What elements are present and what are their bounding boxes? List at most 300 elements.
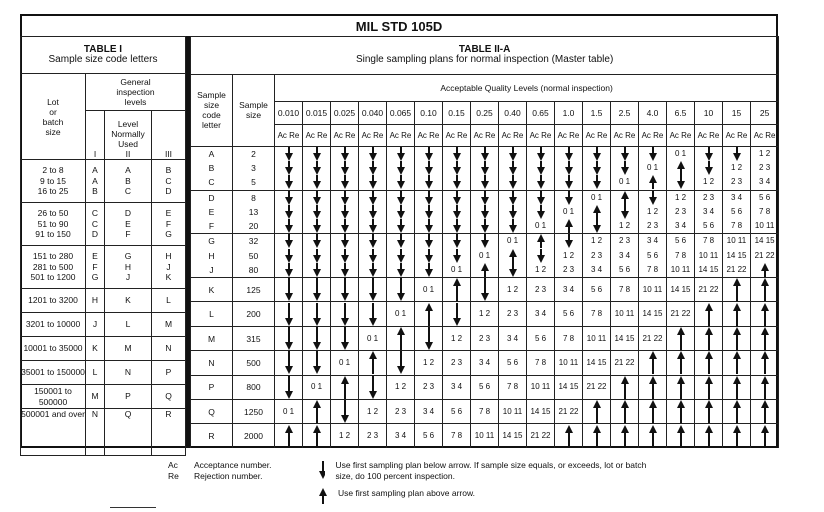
t1-value: P: [125, 391, 131, 402]
plan-cell: 3 4: [415, 400, 443, 424]
t2-title: [191, 37, 779, 75]
plan-cell: 5 6: [527, 326, 555, 350]
arrow-down-icon: [443, 249, 471, 263]
t2-row: [191, 175, 779, 190]
t1-row: [21, 289, 186, 313]
arrow-down-icon: [303, 190, 331, 205]
plan-cell: 10 11: [723, 234, 751, 249]
general-header: General inspection levels: [86, 74, 186, 111]
arrow-down-icon: [639, 190, 667, 205]
legend-abbreviations: [168, 460, 272, 482]
footer-rule: [110, 507, 156, 508]
arrow-down-icon: [331, 278, 359, 302]
arrow-down-icon: [471, 234, 499, 249]
plan-cell: 14 15: [583, 351, 611, 375]
arrow-up-icon: [318, 488, 328, 504]
ac-re-label: Ac Re: [275, 125, 303, 146]
arrow-down-icon: [359, 190, 387, 205]
t1-value: G: [91, 272, 99, 283]
plan-cell: 2 3: [527, 278, 555, 302]
plan-cell: 1 2: [695, 175, 723, 190]
t2-row: [191, 424, 779, 448]
arrow-down-icon: [387, 263, 415, 278]
aql-value: 15: [723, 102, 751, 125]
plan-cell: 2 3: [751, 161, 779, 175]
arrow-down-icon: [359, 205, 387, 219]
arrow-down-icon: [387, 278, 415, 302]
arrow-up-icon: [723, 326, 751, 350]
t1-cell-ii: [105, 289, 152, 313]
arrow-up-icon: [471, 263, 499, 278]
t1-value: M: [124, 343, 132, 354]
t2-row: [191, 302, 779, 326]
t1-cell-ii: [105, 409, 152, 456]
plan-cell: 2 3: [499, 302, 527, 326]
t1-subtitle: Sample size code letters: [48, 54, 158, 65]
plan-cell: 5 6: [611, 263, 639, 278]
arrow-down-icon: [303, 302, 331, 326]
arrow-down-icon: [275, 234, 303, 249]
t1-cell-iii: [152, 337, 186, 361]
t1-row: [21, 246, 186, 289]
plan-cell: 3 4: [611, 249, 639, 263]
sample-size: 500: [233, 351, 275, 375]
arrow-down-icon: [331, 219, 359, 234]
arrow-down-icon: [275, 190, 303, 205]
t1-cell-i: [86, 289, 105, 313]
arrow-down-icon: [415, 219, 443, 234]
arrow-up-icon: [751, 278, 779, 302]
arrow-up-icon: [611, 190, 639, 205]
arrow-up-icon: [387, 326, 415, 350]
plan-cell: 1 2: [639, 205, 667, 219]
arrow-down-icon: [415, 205, 443, 219]
arrow-down-icon: [387, 351, 415, 375]
plan-cell: 0 1: [527, 219, 555, 234]
plan-cell: 2 3: [443, 351, 471, 375]
arrow-up-icon: [583, 424, 611, 448]
aql-value: 0.010: [275, 102, 303, 125]
t2-row: [191, 263, 779, 278]
arrow-up-icon: [695, 375, 723, 399]
sample-size: 125: [233, 278, 275, 302]
aql-value: 10: [695, 102, 723, 125]
plan-cell: 2 3: [695, 190, 723, 205]
plan-cell: 1 2: [443, 326, 471, 350]
level-ii-header: Level Normally Used II: [105, 111, 152, 160]
ac-re-label: Ac Re: [527, 125, 555, 146]
t1-value: J: [166, 261, 171, 272]
arrow-down-icon: [527, 175, 555, 190]
t2-row: [191, 190, 779, 205]
arrow-down-icon: [499, 146, 527, 161]
plan-cell: 5 6: [639, 249, 667, 263]
arrow-down-icon: [471, 190, 499, 205]
plan-cell: 1 2: [415, 351, 443, 375]
arrow-down-icon: [611, 205, 639, 219]
arrow-up-icon: [639, 400, 667, 424]
arrow-down-icon: [415, 326, 443, 350]
t1-cell-lot: [21, 246, 86, 289]
plan-cell: 10 11: [695, 249, 723, 263]
code-letter: J: [191, 263, 233, 278]
t1-value: 1201 to 3200: [28, 295, 78, 306]
plan-cell: 2 3: [583, 249, 611, 263]
arrow-down-icon: [499, 175, 527, 190]
sample-size: 315: [233, 326, 275, 350]
t1-cell-i: [86, 203, 105, 246]
aql-value: 0.40: [499, 102, 527, 125]
arrow-up-icon: [303, 424, 331, 448]
aql-value: 25: [751, 102, 779, 125]
arrow-down-icon: [583, 219, 611, 234]
arrow-down-icon: [527, 249, 555, 263]
plan-cell: 5 6: [555, 302, 583, 326]
arrow-down-icon: [583, 146, 611, 161]
t1-value: 51 to 90: [37, 218, 69, 229]
arrow-down-icon: [359, 234, 387, 249]
arrow-up-icon: [695, 424, 723, 448]
plan-cell: 0 1: [443, 263, 471, 278]
t1-cell-lot: [21, 337, 86, 361]
plan-cell: 0 1: [275, 400, 303, 424]
arrow-up-icon: [751, 400, 779, 424]
sample-size: 50: [233, 249, 275, 263]
arrow-down-icon: [275, 278, 303, 302]
t1-cell-i: [86, 313, 105, 337]
code-letter: D: [191, 190, 233, 205]
plan-cell: 7 8: [443, 424, 471, 448]
plan-cell: 0 1: [415, 278, 443, 302]
ac-re-label: Ac Re: [751, 125, 779, 146]
t1-value: C: [91, 218, 99, 229]
plan-cell: 2 3: [611, 234, 639, 249]
arrow-up-icon: [583, 400, 611, 424]
t1-value: D: [165, 186, 172, 197]
arrow-down-icon: [275, 302, 303, 326]
arrow-up-icon: [667, 351, 695, 375]
arrow-down-icon: [527, 146, 555, 161]
plan-cell: 3 4: [387, 424, 415, 448]
arrow-down-icon: [639, 146, 667, 161]
arrow-down-icon: [331, 190, 359, 205]
arrow-down-icon: [387, 190, 415, 205]
plan-cell: 10 11: [611, 302, 639, 326]
sample-size: 32: [233, 234, 275, 249]
aql-value: 4.0: [639, 102, 667, 125]
plan-cell: 14 15: [555, 375, 583, 399]
arrow-down-icon: [555, 161, 583, 175]
t1-cell-ii: [105, 337, 152, 361]
plan-cell: 21 22: [751, 249, 779, 263]
t1-value: 9 to 15: [40, 175, 66, 186]
plan-cell: 0 1: [499, 234, 527, 249]
arrow-down-icon: [359, 375, 387, 399]
ac-re-label: Ac Re: [723, 125, 751, 146]
code-letter: P: [191, 375, 233, 399]
plan-cell: 14 15: [723, 249, 751, 263]
legend-ac-text: Acceptance number.: [194, 460, 272, 470]
t1-value: M: [164, 319, 173, 330]
legend-re-text: Rejection number.: [194, 471, 263, 481]
arrow-up-icon: [667, 161, 695, 175]
arrow-down-icon: [471, 205, 499, 219]
legend-ac-abbr: Ac: [168, 460, 178, 470]
plan-cell: 0 1: [303, 375, 331, 399]
ac-re-label: Ac Re: [303, 125, 331, 146]
t1-value: H: [165, 251, 172, 262]
arrow-up-icon: [751, 326, 779, 350]
arrow-up-icon: [275, 424, 303, 448]
arrow-down-icon: [443, 302, 471, 326]
plan-cell: 14 15: [695, 263, 723, 278]
code-letter: A: [191, 146, 233, 161]
arrow-down-icon: [275, 175, 303, 190]
arrow-down-icon: [527, 205, 555, 219]
arrow-down-icon: [583, 161, 611, 175]
plan-cell: 5 6: [751, 190, 779, 205]
arrow-up-icon: [723, 302, 751, 326]
code-letter: Q: [191, 400, 233, 424]
arrow-down-icon: [303, 234, 331, 249]
t1-value: F: [165, 218, 172, 229]
t1-value: E: [165, 208, 172, 219]
aql-value: 1.0: [555, 102, 583, 125]
plan-cell: 21 22: [639, 326, 667, 350]
plan-cell: 1 2: [527, 263, 555, 278]
t1-value: B: [125, 175, 131, 186]
arrow-down-icon: [555, 190, 583, 205]
arrow-up-icon: [723, 278, 751, 302]
t1-cell-iii: [152, 289, 186, 313]
arrow-down-icon: [443, 175, 471, 190]
arrow-up-icon: [639, 351, 667, 375]
plan-cell: 2 3: [415, 375, 443, 399]
arrow-down-icon: [275, 219, 303, 234]
arrow-down-icon: [331, 326, 359, 350]
t1-value: 2 to 8: [42, 165, 64, 176]
ac-re-label: Ac Re: [611, 125, 639, 146]
ac-re-label: Ac Re: [555, 125, 583, 146]
plan-cell: 10 11: [471, 424, 499, 448]
t1-value: G: [124, 251, 132, 262]
arrow-down-icon: [387, 161, 415, 175]
t2-row: [191, 278, 779, 302]
plan-cell: 2 3: [359, 424, 387, 448]
arrow-down-icon: [359, 219, 387, 234]
t1-cell-ii: [105, 203, 152, 246]
t1-cell-ii: [105, 246, 152, 289]
plan-cell: 5 6: [443, 400, 471, 424]
arrow-down-icon: [499, 263, 527, 278]
arrow-up-icon: [695, 351, 723, 375]
t2-row: [191, 326, 779, 350]
t1-cell-iii: [152, 361, 186, 385]
plan-cell: 1 2: [667, 190, 695, 205]
plan-cell: 2 3: [555, 263, 583, 278]
plan-cell: 21 22: [667, 302, 695, 326]
arrow-up-icon: [611, 400, 639, 424]
plan-cell: 1 2: [723, 161, 751, 175]
arrow-down-icon: [471, 146, 499, 161]
arrow-up-icon: [359, 351, 387, 375]
plan-cell: 5 6: [471, 375, 499, 399]
arrow-down-icon: [303, 146, 331, 161]
plan-cell: 1 2: [359, 400, 387, 424]
legend-up-text: Use first sampling plan above arrow.: [338, 488, 476, 498]
t1-row: [21, 160, 186, 203]
plan-cell: 3 4: [583, 263, 611, 278]
arrow-down-icon: [443, 205, 471, 219]
t1-value: N: [165, 343, 172, 354]
arrow-down-icon: [415, 161, 443, 175]
arrow-up-icon: [751, 302, 779, 326]
t1-row: [21, 385, 186, 409]
code-letter-header: Sample size code letter: [191, 74, 233, 146]
code-letter: N: [191, 351, 233, 375]
plan-cell: 14 15: [751, 234, 779, 249]
t1-row: [21, 337, 186, 361]
ac-re-label: Ac Re: [471, 125, 499, 146]
code-letter: L: [191, 302, 233, 326]
ac-re-label: Ac Re: [639, 125, 667, 146]
aql-value: 0.15: [443, 102, 471, 125]
t1-value: L: [166, 295, 171, 306]
arrow-down-icon: [443, 190, 471, 205]
sample-size-header: Sample size: [233, 74, 275, 146]
t2-row: [191, 161, 779, 175]
plan-cell: 3 4: [667, 219, 695, 234]
arrow-up-icon: [751, 263, 779, 278]
code-letter: G: [191, 234, 233, 249]
t1-value: J: [92, 319, 98, 330]
plan-cell: 1 2: [555, 249, 583, 263]
arrow-down-icon: [499, 205, 527, 219]
sample-size: 20: [233, 219, 275, 234]
arrow-down-icon: [275, 351, 303, 375]
t1-value: 501 to 1200: [30, 272, 76, 283]
t1-value: H: [124, 261, 132, 272]
t1-value: 3201 to 10000: [25, 319, 81, 330]
document-title: MIL STD 105D: [20, 14, 778, 36]
plan-cell: 5 6: [723, 205, 751, 219]
ac-re-label: Ac Re: [331, 125, 359, 146]
arrow-up-icon: [723, 400, 751, 424]
arrow-down-icon: [387, 249, 415, 263]
arrow-down-icon: [275, 249, 303, 263]
t1-value: K: [92, 343, 98, 354]
t1-cell-i: [86, 409, 105, 456]
plan-cell: 0 1: [331, 351, 359, 375]
t1-value: 16 to 25: [37, 186, 69, 197]
t1-value: F: [92, 261, 98, 272]
table-i: [20, 36, 186, 456]
plan-cell: 0 1: [639, 161, 667, 175]
code-letter: M: [191, 326, 233, 350]
t1-value: M: [91, 391, 99, 402]
legend-down-text: Use first sampling plan below arrow. If sample size equals, or exceeds, lot or batch size, do 100 percent inspection.: [335, 460, 647, 481]
t1-value: C: [165, 175, 172, 186]
arrow-down-icon: [471, 278, 499, 302]
arrow-down-icon: [359, 302, 387, 326]
arrow-up-icon: [611, 375, 639, 399]
t1-cell-iii: [152, 160, 186, 203]
arrow-down-icon: [695, 146, 723, 161]
ac-re-label: Ac Re: [387, 125, 415, 146]
arrow-down-icon: [443, 146, 471, 161]
arrow-down-icon: [527, 190, 555, 205]
arrow-down-icon: [387, 234, 415, 249]
plan-cell: 7 8: [695, 234, 723, 249]
t1-value: D: [124, 208, 132, 219]
plan-cell: 3 4: [555, 278, 583, 302]
arrow-down-icon: [387, 146, 415, 161]
plan-cell: 10 11: [667, 263, 695, 278]
t1-value: N: [124, 367, 132, 378]
plan-cell: 7 8: [723, 219, 751, 234]
lot-header: Lot or batch size: [21, 74, 86, 160]
plan-cell: 0 1: [583, 190, 611, 205]
t1-cell-lot: [21, 361, 86, 385]
arrow-up-icon: [443, 278, 471, 302]
arrow-down-icon: [667, 175, 695, 190]
plan-cell: 0 1: [471, 249, 499, 263]
t1-cell-i: [86, 246, 105, 289]
t1-row: [21, 409, 186, 456]
arrow-down-icon: [331, 249, 359, 263]
t1-cell-lot: [21, 289, 86, 313]
arrow-down-icon: [275, 263, 303, 278]
plan-cell: 3 4: [695, 205, 723, 219]
arrow-down-icon: [415, 175, 443, 190]
code-letter: R: [191, 424, 233, 448]
sample-size: 5: [233, 175, 275, 190]
arrow-down-icon: [499, 219, 527, 234]
ac-re-label: Ac Re: [443, 125, 471, 146]
code-letter: C: [191, 175, 233, 190]
t1-row: [21, 361, 186, 385]
arrow-down-icon: [303, 263, 331, 278]
arrow-down-icon: [527, 161, 555, 175]
t1-cell-i: [86, 361, 105, 385]
aql-value: 6.5: [667, 102, 695, 125]
plan-cell: 10 11: [639, 278, 667, 302]
arrow-down-icon: [555, 146, 583, 161]
t1-title: [21, 37, 186, 74]
arrow-down-icon: [443, 234, 471, 249]
arrow-up-icon: [611, 424, 639, 448]
level-i-header: I: [86, 111, 105, 160]
ac-re-label: Ac Re: [415, 125, 443, 146]
arrow-down-icon: [331, 205, 359, 219]
arrow-down-icon: [723, 146, 751, 161]
t1-value: H: [91, 295, 99, 306]
aql-value: 0.025: [331, 102, 359, 125]
legend-re-abbr: Re: [168, 471, 179, 481]
aql-value: 0.015: [303, 102, 331, 125]
sample-size: 13: [233, 205, 275, 219]
arrow-down-icon: [303, 205, 331, 219]
code-letter: B: [191, 161, 233, 175]
t1-value: N: [91, 409, 99, 419]
arrow-up-icon: [303, 400, 331, 424]
t1-value: 35001 to 150000: [21, 367, 85, 378]
t1-cell-iii: [152, 246, 186, 289]
arrow-down-icon: [359, 161, 387, 175]
arrow-down-icon: [331, 175, 359, 190]
t1-cell-ii: [105, 361, 152, 385]
arrow-down-icon: [359, 175, 387, 190]
